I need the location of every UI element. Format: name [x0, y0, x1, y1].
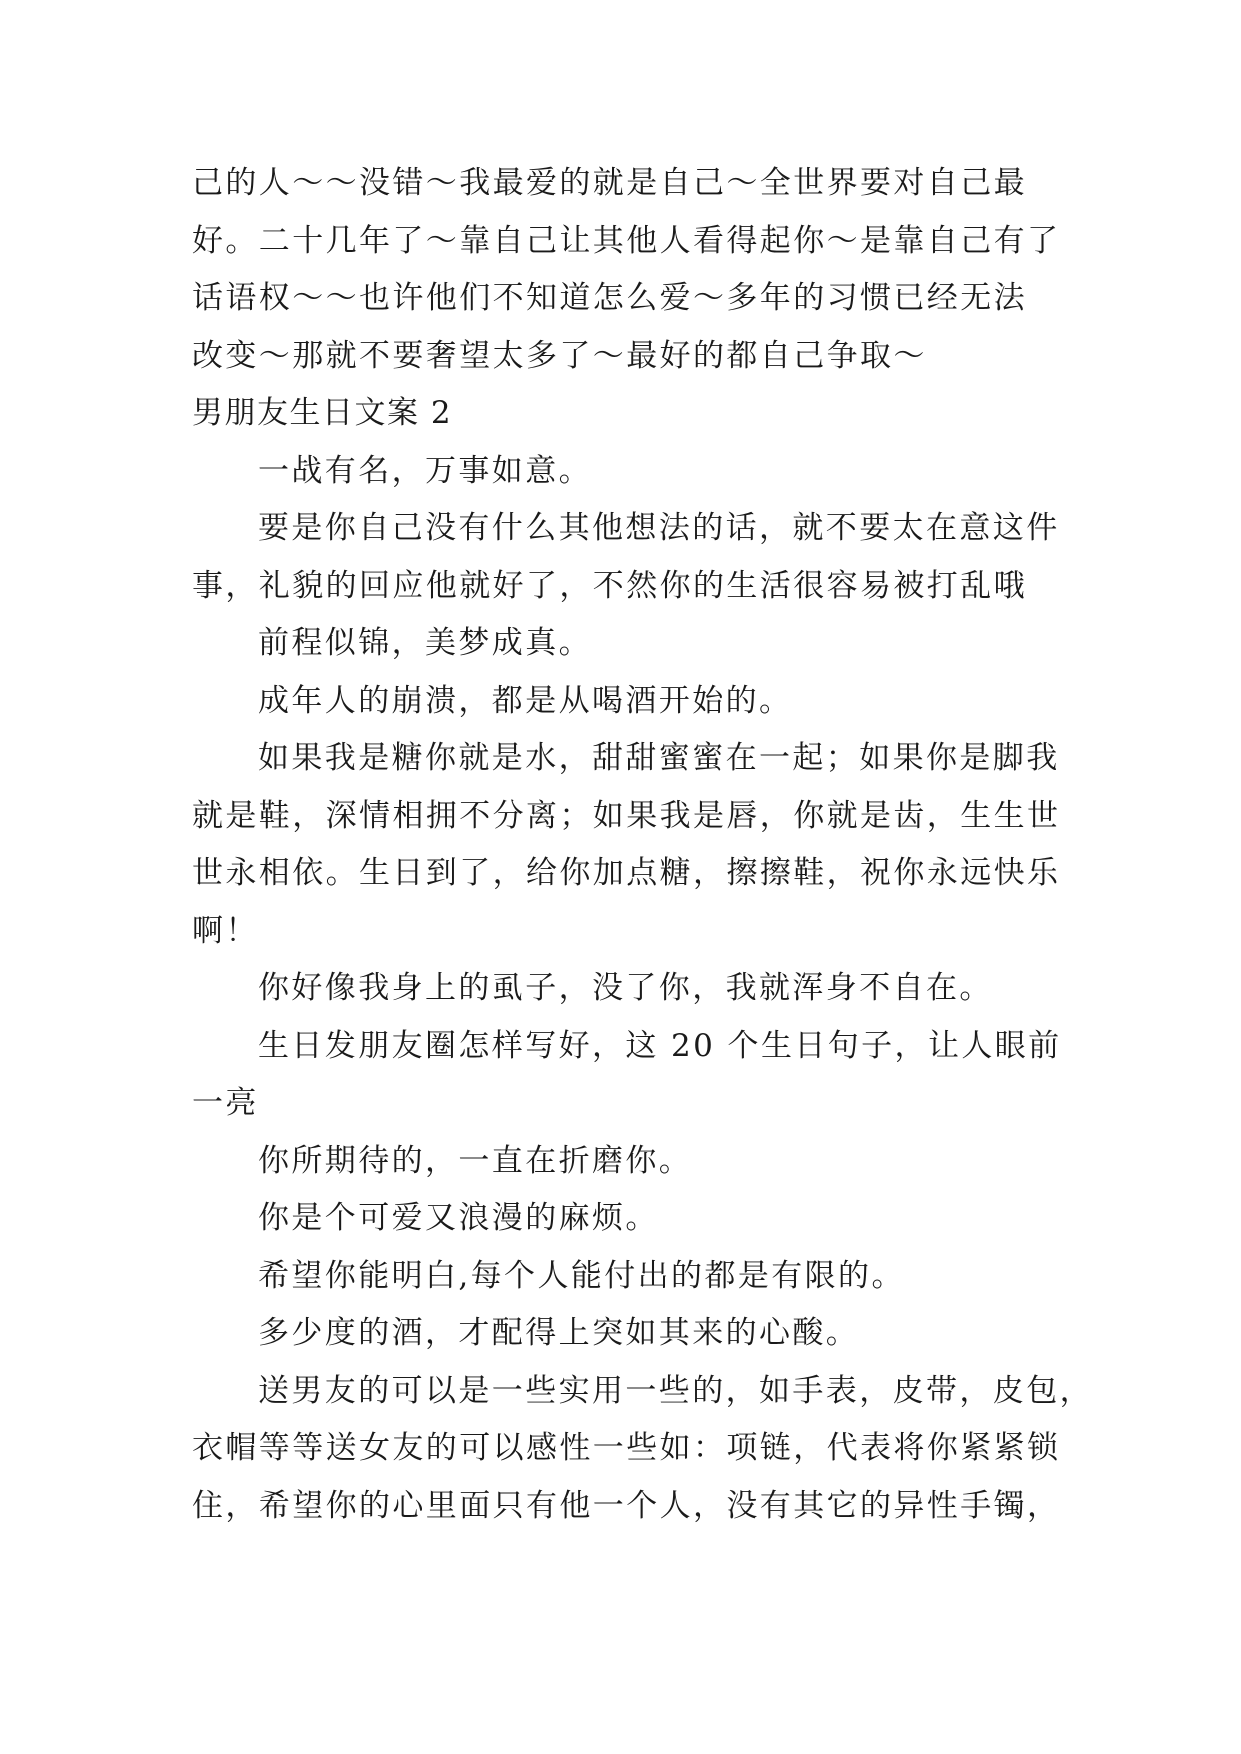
paragraph-line: 要是你自己没有什么其他想法的话，就不要太在意这件 [258, 510, 1060, 546]
section-heading: 男朋友生日文案 2 [192, 395, 453, 431]
paragraph-line: 你所期待的，一直在折磨你。 [258, 1142, 693, 1179]
body-line: 己的人～～没错～我最爱的就是自己～全世界要对自己最 [192, 165, 1027, 201]
paragraph-line: 成年人的崩溃，都是从喝酒开始的。 [258, 682, 793, 719]
body-line: 话语权～～也许他们不知道怎么爱～多年的习惯已经无法 [192, 280, 1027, 316]
paragraph-line: 送男友的可以是一些实用一些的，如手表，皮带，皮包， [258, 1372, 1093, 1409]
body-line: 改变～那就不要奢望太多了～最好的都自己争取～ [192, 337, 927, 374]
paragraph-line: 希望你能明白,每个人能付出的都是有限的。 [258, 1257, 905, 1294]
paragraph-line: 一战有名，万事如意。 [258, 452, 592, 489]
body-line: 世永相依。生日到了，给你加点糖，擦擦鞋，祝你永远快乐 [192, 855, 1061, 891]
paragraph-line: 生日发朋友圈怎样写好，这 20 个生日句子，让人眼前 [258, 1027, 1062, 1064]
document-body [192, 155, 1093, 1535]
paragraph-line: 前程似锦，美梦成真。 [258, 625, 592, 661]
body-line: 衣帽等等送女友的可以感性一些如：项链，代表将你紧紧锁 [192, 1430, 1061, 1466]
body-line: 啊！ [192, 912, 259, 949]
paragraph-line: 你是个可爱又浪漫的麻烦。 [258, 1200, 659, 1236]
paragraph-line: 如果我是糖你就是水，甜甜蜜蜜在一起；如果你是脚我 [258, 740, 1060, 776]
body-line: 一亮 [192, 1085, 259, 1121]
body-line: 就是鞋，深情相拥不分离；如果我是唇，你就是齿，生生世 [192, 797, 1061, 834]
body-line: 住，希望你的心里面只有他一个人，没有其它的异性手镯， [192, 1487, 1061, 1524]
paragraph-line: 多少度的酒，才配得上突如其来的心酸。 [258, 1315, 860, 1351]
paragraph-line: 你好像我身上的虱子，没了你，我就浑身不自在。 [258, 970, 993, 1006]
body-line: 好。二十几年了～靠自己让其他人看得起你～是靠自己有了 [192, 222, 1061, 259]
body-line: 事，礼貌的回应他就好了，不然你的生活很容易被打乱哦 [192, 567, 1027, 604]
